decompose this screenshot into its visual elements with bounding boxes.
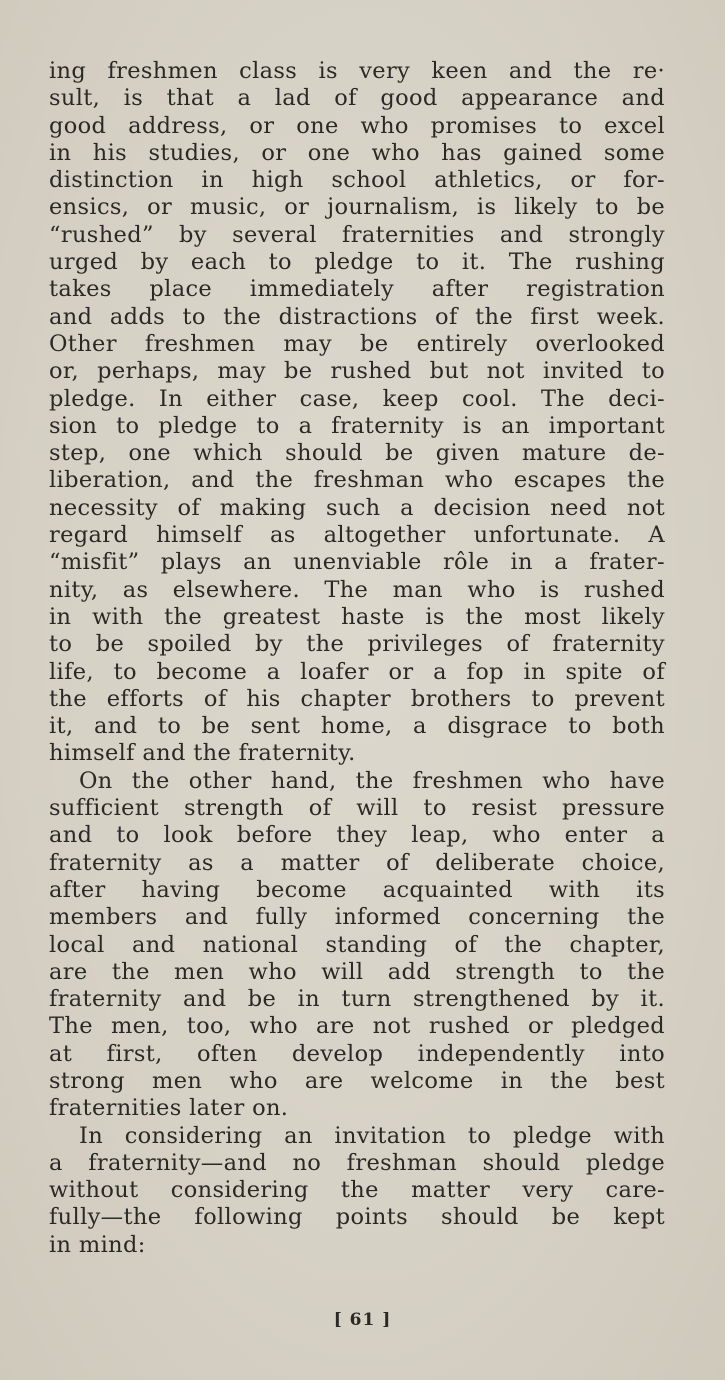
text-line: urged by each to pledge to it. The rushing xyxy=(49,249,665,276)
text-line: nity, as elsewhere. The man who is rushed xyxy=(49,576,665,603)
text-line: without considering the matter very care- xyxy=(49,1177,665,1204)
text-line: regard himself as altogether unfortunate. A xyxy=(49,522,665,549)
paragraph-end-line: himself and the fraternity. xyxy=(49,740,356,767)
text-line: strong men who are welcome in the best xyxy=(49,1067,665,1094)
paragraph-end-line: in mind: xyxy=(49,1231,146,1258)
body-text xyxy=(49,58,665,1259)
text-line: local and national standing of the chapter, xyxy=(49,931,665,958)
paragraph-end-line: fraternities later on. xyxy=(49,1095,289,1122)
text-line: ing freshmen class is very keen and the re· xyxy=(49,58,665,84)
paragraph-start-line: In considering an invitation to pledge with xyxy=(79,1122,665,1149)
text-line: The men, too, who are not rushed or pledged xyxy=(49,1013,665,1040)
text-line: sion to pledge to a fraternity is an important xyxy=(49,412,665,439)
text-line: ensics, or music, or journalism, is likely to be xyxy=(49,194,665,221)
text-line: to be spoiled by the privileges of fraternity xyxy=(49,631,665,658)
text-line: and adds to the distractions of the first week. xyxy=(49,303,665,330)
text-line: Other freshmen may be entirely overlooked xyxy=(49,330,665,357)
text-line: fraternity and be in turn strengthened by it. xyxy=(49,986,665,1013)
text-line: necessity of making such a decision need not xyxy=(49,494,665,521)
text-line: a fraternity—and no freshman should pledge xyxy=(49,1149,665,1176)
text-line: sufficient strength of will to resist pressure xyxy=(49,795,665,822)
text-line: sult, is that a lad of good appearance and xyxy=(49,85,665,112)
text-line: in with the greatest haste is the most likely xyxy=(49,603,665,630)
text-line: in his studies, or one who has gained some xyxy=(49,139,665,166)
text-line: members and fully informed concerning the xyxy=(49,904,665,931)
page-number: [ 61 ] xyxy=(333,1310,392,1330)
text-line: it, and to be sent home, a disgrace to both xyxy=(49,713,665,740)
text-line: or, perhaps, may be rushed but not invited to xyxy=(49,358,665,385)
text-line: fully—the following points should be kept xyxy=(49,1204,665,1231)
text-line: step, one which should be given mature de- xyxy=(49,440,665,467)
text-line: liberation, and the freshman who escapes the xyxy=(49,467,665,494)
text-line: “misfit” plays an unenviable rôle in a frater- xyxy=(49,549,665,576)
text-line: at first, often develop independently into xyxy=(49,1040,665,1067)
paragraph-start-line: On the other hand, the freshmen who have xyxy=(79,767,665,794)
text-line: the efforts of his chapter brothers to prevent xyxy=(49,685,665,712)
text-line: distinction in high school athletics, or for- xyxy=(49,167,665,194)
text-line: takes place immediately after registration xyxy=(49,276,665,303)
text-line: and to look before they leap, who enter a xyxy=(49,822,665,849)
text-line: life, to become a loafer or a fop in spite of xyxy=(49,658,665,685)
text-line: fraternity as a matter of deliberate choice, xyxy=(49,849,665,876)
text-line: “rushed” by several fraternities and strongly xyxy=(49,221,665,248)
text-line: after having become acquainted with its xyxy=(49,876,665,903)
text-line: pledge. In either case, keep cool. The deci- xyxy=(49,385,665,412)
text-line: good address, or one who promises to excel xyxy=(49,112,665,139)
text-line: are the men who will add strength to the xyxy=(49,958,665,985)
